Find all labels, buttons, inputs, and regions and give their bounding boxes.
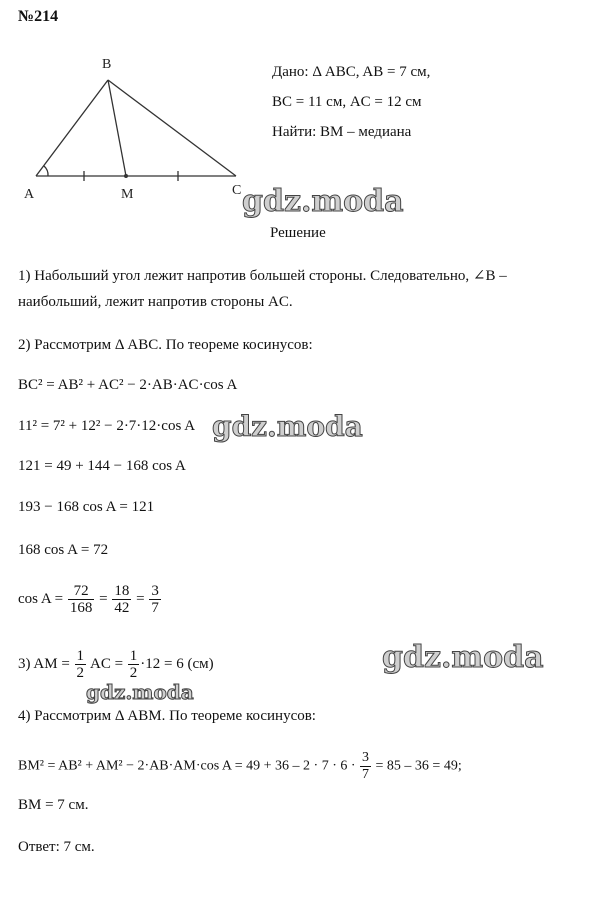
step2-heading: 2) Рассмотрим Δ ABC. По теореме косинусов: — [18, 337, 313, 353]
watermark-3: gdz.moda — [382, 640, 544, 675]
label-m: M — [121, 187, 134, 202]
step3-half-fraction-2: $\frac{1}{2}$ — [129, 648, 138, 681]
point-m — [124, 174, 128, 178]
label-c: C — [232, 183, 242, 198]
triangle-lines — [36, 80, 236, 181]
answer: Ответ: 7 см. — [18, 839, 95, 855]
eq7-fraction: $\frac{3}{7}$ — [362, 750, 370, 782]
problem-number: №214 — [18, 8, 59, 25]
median-bm — [108, 80, 126, 176]
label-a: A — [24, 187, 35, 202]
given-line-3: Найти: BM – медиана — [272, 124, 412, 140]
side-bc — [108, 80, 236, 176]
equation-1: BC² = AB² + AC² − 2·AB·AC·cos A — [18, 377, 238, 393]
step1-line2: наибольший, лежит напротив стороны AC. — [18, 294, 293, 310]
equation-2: 11² = 7² + 12² − 2·7·12·cos A — [18, 418, 196, 434]
given-line-1: Дано: Δ ABC, AB = 7 см, — [272, 64, 431, 80]
equation-4: 193 − 168 cos A = 121 — [18, 499, 155, 515]
label-b: B — [102, 57, 112, 72]
step1-line1: 1) Набольший угол лежит напротив большей стороны. Следовательно, ∠B – — [18, 268, 507, 284]
equation-3: 121 = 49 + 144 − 168 cos A — [18, 458, 186, 474]
equation-7: BM² = AB² + AM² − 2·AB·AM·cos A = 49 + 36 – 2 · 7 · 6 · $\frac{3}{7}$ = 85 – 36 = 49; — [18, 750, 462, 782]
given-line-2: BC = 11 см, AC = 12 см — [272, 94, 422, 110]
watermark-1: gdz.moda — [242, 184, 404, 219]
step4-heading: 4) Рассмотрим Δ ABM. По теореме косинусов: — [18, 708, 316, 724]
eq6-fraction-2: $\frac{18}{42}$ — [114, 583, 130, 616]
solution-title: Решение — [270, 225, 326, 241]
side-ab — [36, 80, 108, 176]
step3-half-fraction-1: $\frac{1}{2}$ — [76, 648, 85, 681]
eq6-lhs: cos A = — [18, 590, 64, 607]
eq6-fraction-3: $\frac{3}{7}$ — [151, 583, 159, 616]
watermark-4: gdz.moda — [86, 680, 194, 704]
watermark-2: gdz.moda — [212, 410, 363, 443]
equation-8: BM = 7 см. — [18, 797, 89, 813]
equation-6: cos A = $\frac{72}{168}$ = $\frac{18}{42}$ = $\frac{3}{7}$ — [18, 583, 159, 616]
equation-5: 168 cos A = 72 — [18, 542, 109, 558]
step3: 3) AM = $\frac{1}{2}$ AC = $\frac{1}{2}$ ·12 = 6 (см) — [18, 648, 214, 681]
triangle-figure — [18, 48, 258, 208]
eq6-fraction-1: $\frac{72}{168}$ — [69, 583, 93, 616]
angle-a-arc — [44, 166, 48, 176]
